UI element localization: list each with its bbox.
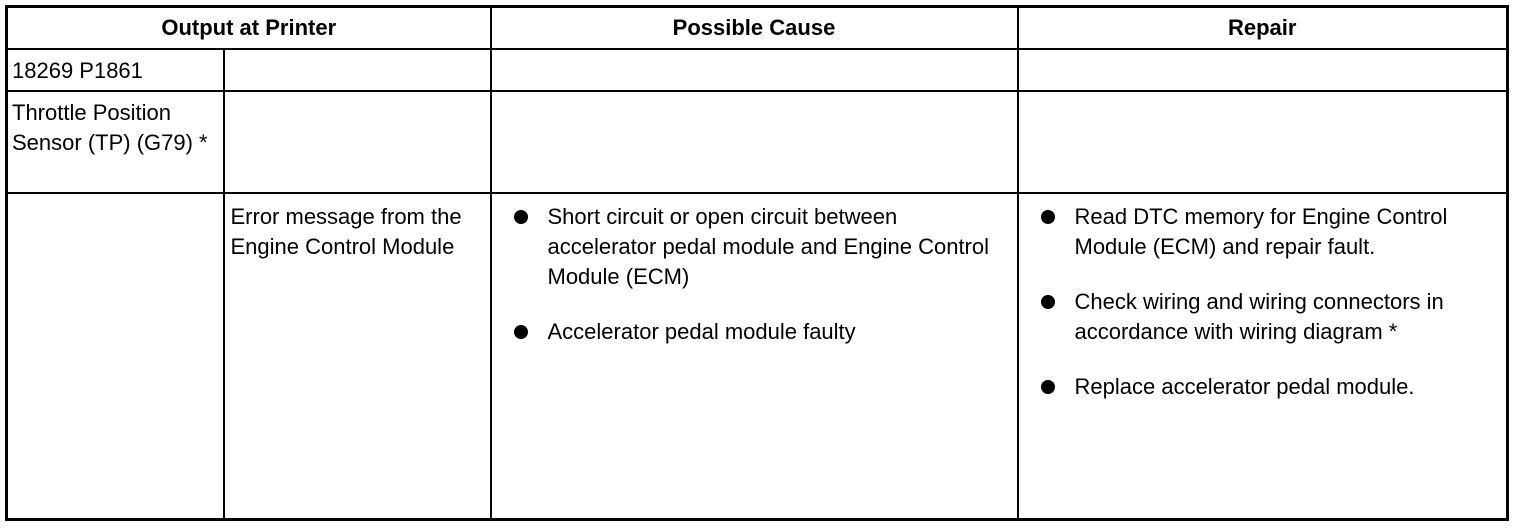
list-item — [1039, 372, 1501, 402]
symptom-text: Error message from the Engine Control Module — [230, 204, 462, 259]
code-cell — [7, 49, 224, 91]
repairs-list — [1019, 194, 1507, 402]
bullet-dot-icon — [514, 210, 528, 224]
component-cell — [7, 91, 224, 193]
empty-cell — [491, 49, 1018, 91]
bullet-dot-icon — [1041, 210, 1055, 224]
diagnostic-table — [5, 5, 1509, 521]
empty-cell — [1018, 91, 1508, 193]
list-item — [512, 317, 1011, 347]
cause-text: Accelerator pedal module faulty — [547, 319, 856, 344]
empty-cell — [224, 91, 491, 193]
empty-cell — [224, 49, 491, 91]
empty-cell — [491, 91, 1018, 193]
table-row-detail — [7, 193, 1508, 519]
dtc-code: 18269 P1861 — [12, 58, 143, 83]
list-item — [1039, 202, 1501, 262]
header-repair: Repair — [1018, 7, 1508, 50]
diagnostic-table-sheet — [5, 5, 1509, 521]
causes-list — [492, 194, 1017, 347]
repair-text: Check wiring and wiring connectors in accordance with wiring diagram * — [1074, 289, 1444, 344]
list-item — [512, 202, 1011, 292]
header-possible-cause: Possible Cause — [491, 7, 1018, 50]
component-name: Throttle Position Sensor (TP) (G79) * — [12, 100, 208, 155]
list-item — [1039, 287, 1501, 347]
repairs-cell — [1018, 193, 1508, 519]
table-row-component — [7, 91, 1508, 193]
symptom-cell — [224, 193, 491, 519]
repair-text: Read DTC memory for Engine Control Module (ECM) and repair fault. — [1074, 204, 1448, 259]
header-output-at-printer: Output at Printer — [7, 7, 491, 50]
header-row — [7, 7, 1508, 50]
cause-text: Short circuit or open circuit between accelerator pedal module and Engine Control Module (ECM) — [547, 204, 990, 289]
empty-cell — [7, 193, 224, 519]
bullet-dot-icon — [514, 325, 528, 339]
causes-cell — [491, 193, 1018, 519]
repair-text: Replace accelerator pedal module. — [1074, 374, 1415, 399]
empty-cell — [1018, 49, 1508, 91]
bullet-dot-icon — [1041, 380, 1055, 394]
bullet-dot-icon — [1041, 295, 1055, 309]
table-row-code — [7, 49, 1508, 91]
